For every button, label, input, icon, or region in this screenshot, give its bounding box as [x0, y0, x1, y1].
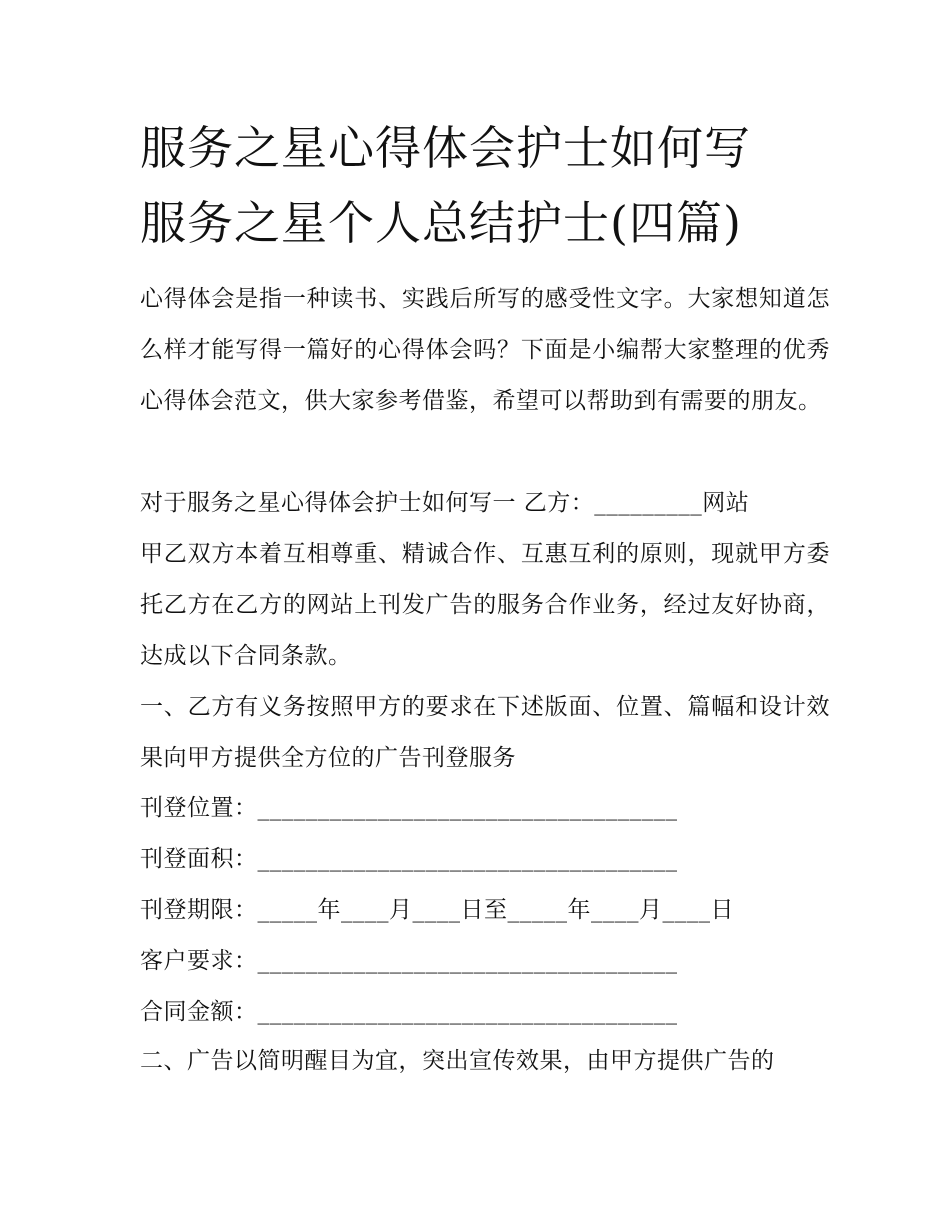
field-period: 刊登期限：_____年____月____日至_____年____月____日	[140, 897, 734, 923]
field-area: 刊登面积：___________________________________	[140, 846, 678, 872]
section-heading: 对于服务之星心得体会护士如何写一 乙方：_________网站	[140, 490, 750, 516]
field-amount: 合同金额：___________________________________	[140, 999, 678, 1025]
document-title-line-1: 服务之星心得体会护士如何写	[140, 121, 751, 175]
intro-paragraph: 心得体会是指一种读书、实践后所写的感受性文字。大家想知道怎么样才能写得一篇好的心得体会吗？下面是小编帮大家整理的优秀心得体会范文，供大家参考借鉴，希望可以帮助到有需要的朋友。	[140, 286, 830, 414]
agreement-paragraph: 甲乙双方本着互相尊重、精诚合作、互惠互利的原则，现就甲方委托乙方在乙方的网站上刊发广告的服务合作业务，经过友好协商，达成以下合同条款。	[140, 541, 830, 669]
document-title-line-2: 服务之星个人总结护士(四篇)	[140, 196, 742, 250]
field-request: 客户要求：___________________________________	[140, 948, 678, 974]
field-position: 刊登位置：___________________________________	[140, 795, 678, 821]
clause-2-paragraph: 二、广告以简明醒目为宜，突出宣传效果，由甲方提供广告的	[140, 1048, 775, 1074]
clause-1-paragraph: 一、乙方有义务按照甲方的要求在下述版面、位置、篇幅和设计效果向甲方提供全方位的广告刊登服务	[140, 694, 830, 771]
